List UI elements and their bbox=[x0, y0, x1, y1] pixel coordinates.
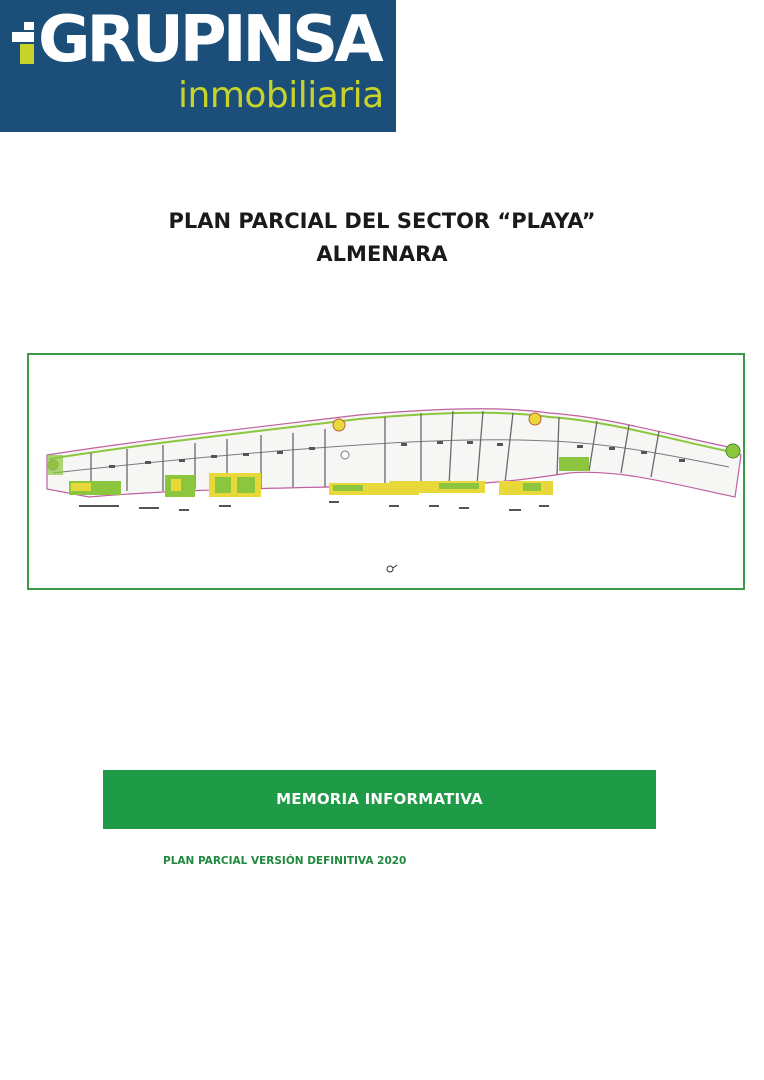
site-plan-frame bbox=[27, 353, 745, 590]
section-banner: MEMORIA INFORMATIVA bbox=[103, 770, 656, 829]
title-line-1: PLAN PARCIAL DEL SECTOR “PLAYA” bbox=[168, 209, 596, 233]
north-arrow-icon bbox=[387, 565, 397, 572]
version-note: PLAN PARCIAL VERSIÓN DEFINITIVA 2020 bbox=[163, 855, 407, 867]
document-title bbox=[0, 205, 764, 271]
logo-sub-text: inmobiliaria bbox=[178, 75, 384, 116]
company-logo bbox=[0, 0, 396, 132]
site-plan-image bbox=[29, 355, 743, 588]
logo-brand-text: GRUPINSA bbox=[38, 3, 380, 77]
title-line-2: ALMENARA bbox=[316, 242, 448, 266]
